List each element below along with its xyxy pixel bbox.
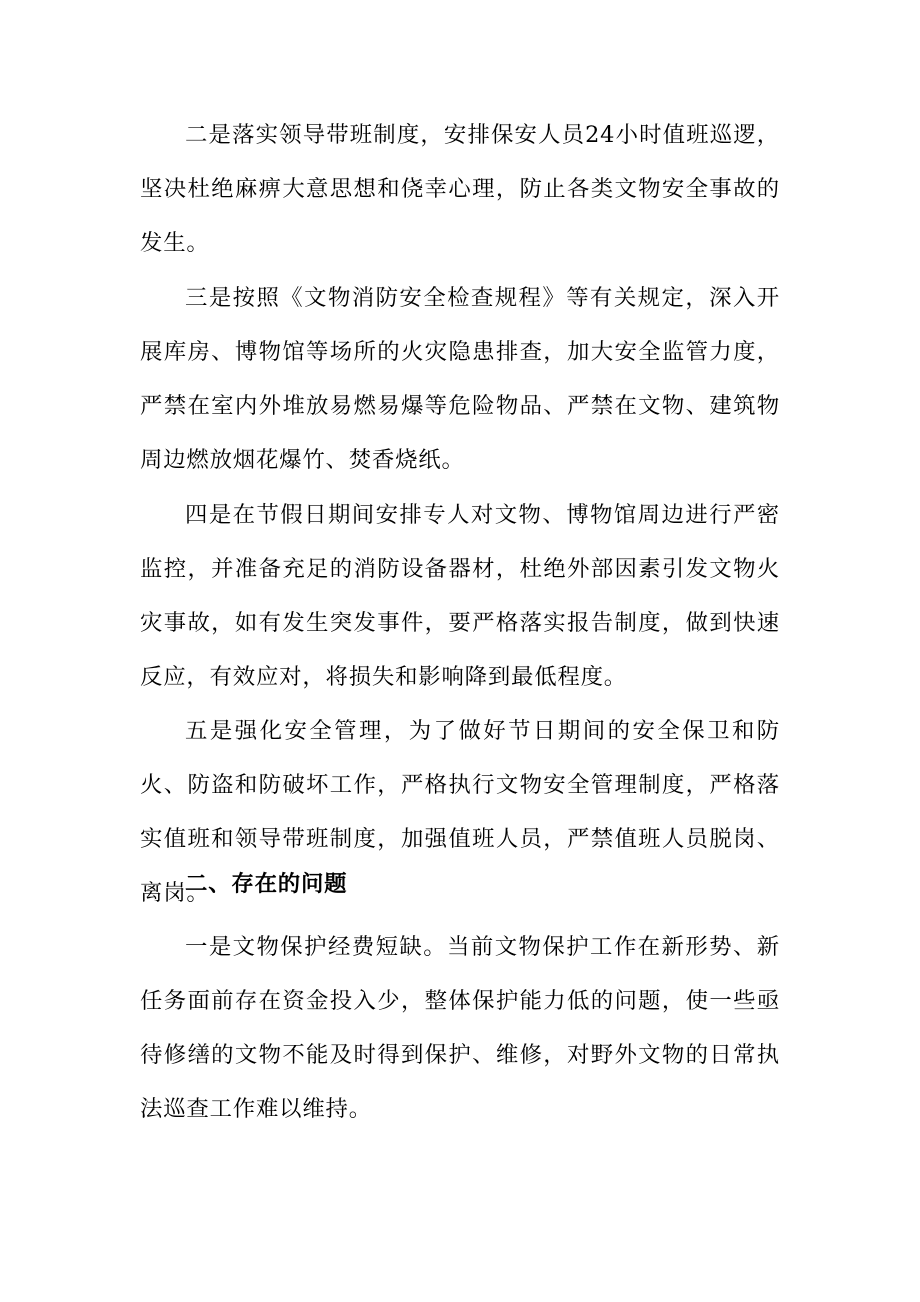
paragraph-safety-management: 五是强化安全管理，为了做好节日期间的安全保卫和防火、防盗和防破坏工作，严格执行文物安全管理制度，严格落实值班和领导带班制度，加强值班人员，严禁值班人员脱岗、离岗。 (140, 718, 780, 906)
paragraph-fire-inspection: 三是按照《文物消防安全检查规程》等有关规定，深入开展库房、博物馆等场所的火灾隐患排查，加大安全监管力度，严禁在室内外堆放易燃易爆等危险物品、严禁在文物、建筑物周边燃放烟花爆竹、焚香烧纸。 (140, 285, 780, 473)
paragraph-funding-shortage: 一是文物保护经费短缺。当前文物保护工作在新形势、新任务面前存在资金投入少，整体保护能力低的问题，使一些亟待修缮的文物不能及时得到保护、维修，对野外文物的日常执法巡查工作难以维持。 (140, 934, 780, 1122)
section-heading-existing-problems: 二、存在的问题 (185, 871, 348, 897)
paragraph-duty-system: 二是落实领导带班制度，安排保安人员24小时值班巡逻，坚决杜绝麻痹大意思想和侥幸心理，防止各类文物安全事故的发生。 (140, 122, 780, 256)
paragraph-holiday-monitoring: 四是在节假日期间安排专人对文物、博物馆周边进行严密监控，并准备充足的消防设备器材，杜绝外部因素引发文物火灾事故，如有发生突发事件，要严格落实报告制度，做到快速反应，有效应对，将损失和影响降到最低程度。 (140, 502, 780, 690)
